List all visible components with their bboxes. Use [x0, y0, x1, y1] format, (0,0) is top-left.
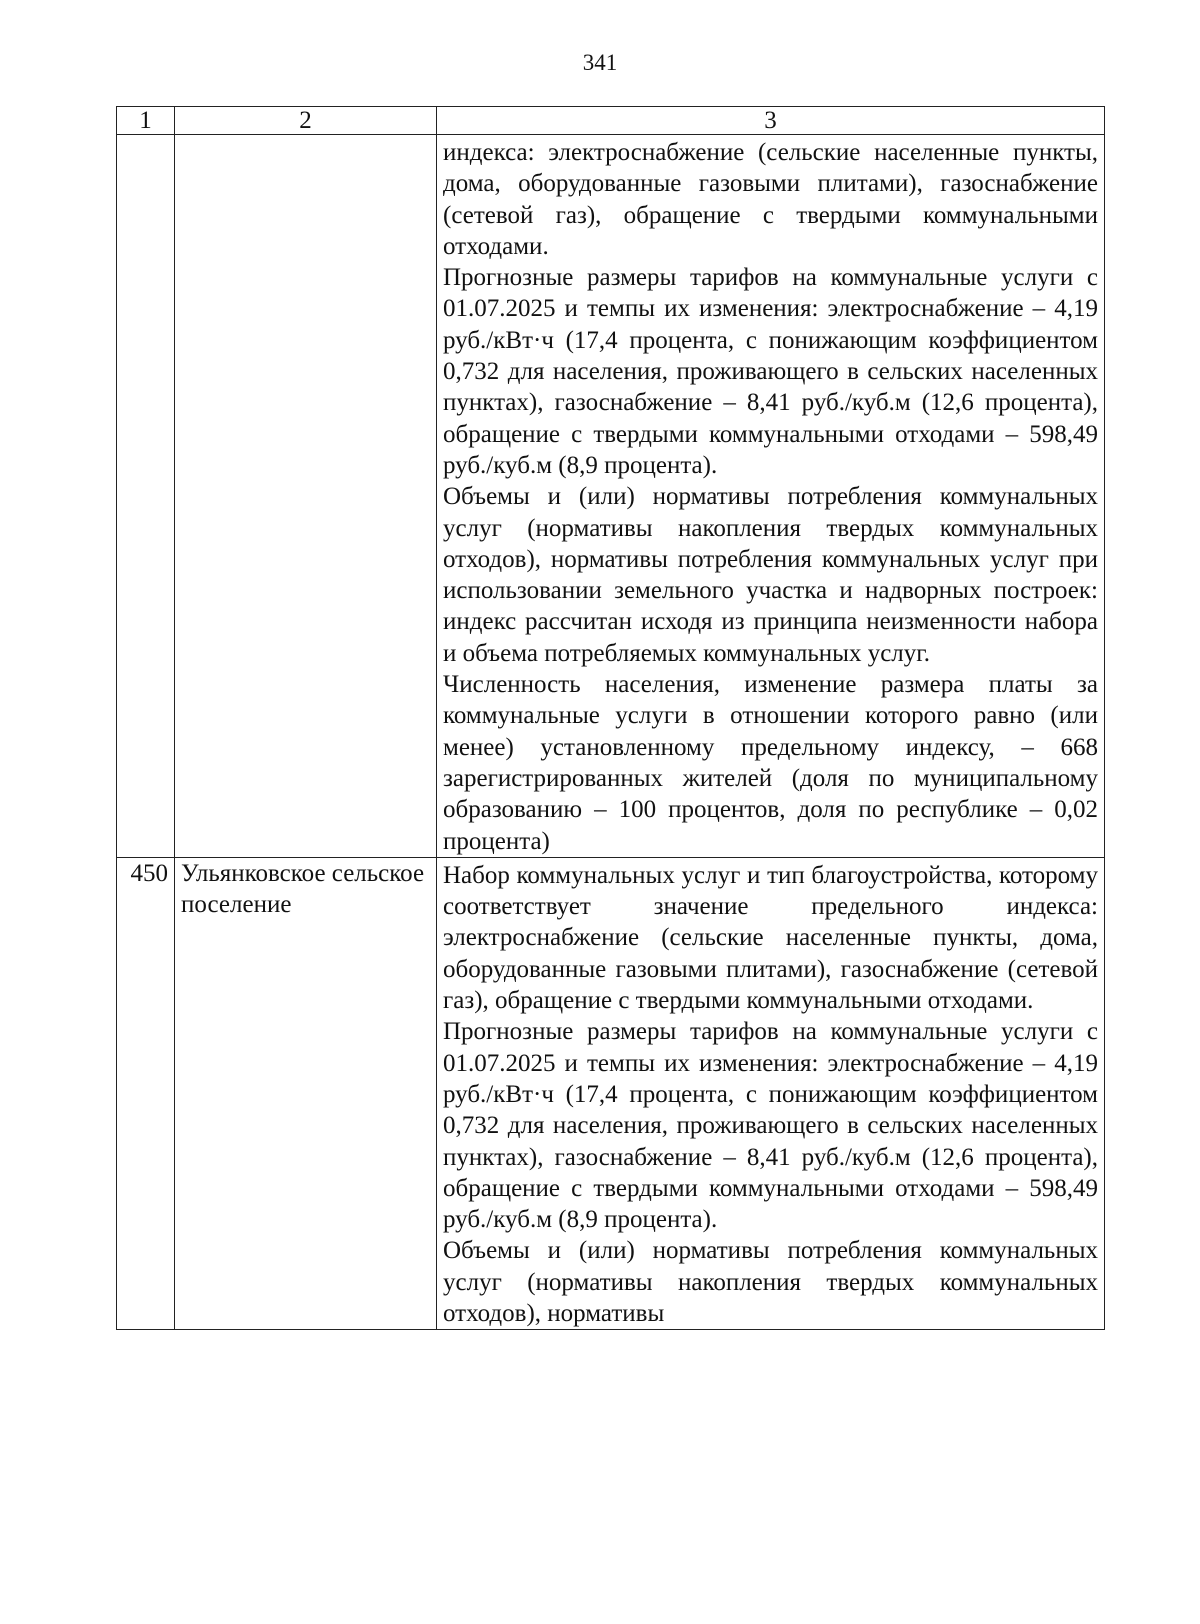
table-row-450: [117, 857, 1105, 1329]
row-number: 450: [117, 857, 175, 1329]
row-number: [117, 135, 175, 858]
description-paragraph: Прогнозные размеры тарифов на коммунальные услуги с 01.07.2025 и темпы их изменения: электроснабжение – 4,19 руб./кВт·ч (17,4 процента, с понижающим коэффициентом 0,732 для населения, проживающего в сельских населенных пунктах), газоснабжение – 8,41 руб./куб.м (12,6 процента), обращение с твердыми коммунальными отходами – 598,49 руб./куб.м (8,9 процента).: [443, 1018, 1098, 1234]
column-header-3: 3: [437, 107, 1105, 135]
description-paragraph: Численность населения, изменение размера платы за коммунальные услуги в отношении которого равно (или менее) установленному предельному индексу, – 668 зарегистрированных жителей (доля по муниципальному образованию – 100 процентов, доля по республике – 0,02 процента): [443, 671, 1098, 855]
column-header-2: 2: [175, 107, 437, 135]
settlement-name: [175, 135, 437, 858]
description-paragraph: Объемы и (или) нормативы потребления коммунальных услуг (нормативы накопления твердых коммунальных отходов), нормативы потребления коммунальных услуг при использовании земельного участка и надворных построек: индекс рассчитан исходя из принципа неизменности набора и объема потребляемых коммунальных услуг.: [443, 483, 1098, 667]
description-paragraph: Прогнозные размеры тарифов на коммунальные услуги с 01.07.2025 и темпы их изменения: электроснабжение – 4,19 руб./кВт·ч (17,4 процента, с понижающим коэффициентом 0,732 для населения, проживающего в сельских населенных пунктах), газоснабжение – 8,41 руб./куб.м (12,6 процента), обращение с твердыми коммунальными отходами – 598,49 руб./куб.м (8,9 процента).: [443, 264, 1098, 479]
settlement-name: Ульянковское сельское поселение: [175, 857, 437, 1329]
row-description: [437, 857, 1105, 1329]
table-header-row: [117, 107, 1105, 135]
row-description: [437, 135, 1105, 858]
description-paragraph: индекса: электроснабжение (сельские населенные пункты, дома, оборудованные газовыми плитами), газоснабжение (сетевой газ), обращение с твердыми коммунальными отходами.: [443, 139, 1098, 260]
description-paragraph: Набор коммунальных услуг и тип благоустройства, которому соответствует значение предельного индекса: электроснабжение (сельские населенные пункты, дома, оборудованные газовыми плитами), газоснабжение (сетевой газ), обращение с твердыми коммунальными отходами.: [443, 861, 1098, 1015]
page-number: 341: [582, 50, 618, 75]
description-paragraph: Объемы и (или) нормативы потребления коммунальных услуг (нормативы накопления твердых коммунальных отходов), нормативы: [443, 1237, 1098, 1327]
column-header-1: 1: [117, 107, 175, 135]
table-row-continued: [117, 135, 1105, 858]
tariff-table: [116, 106, 1105, 1330]
